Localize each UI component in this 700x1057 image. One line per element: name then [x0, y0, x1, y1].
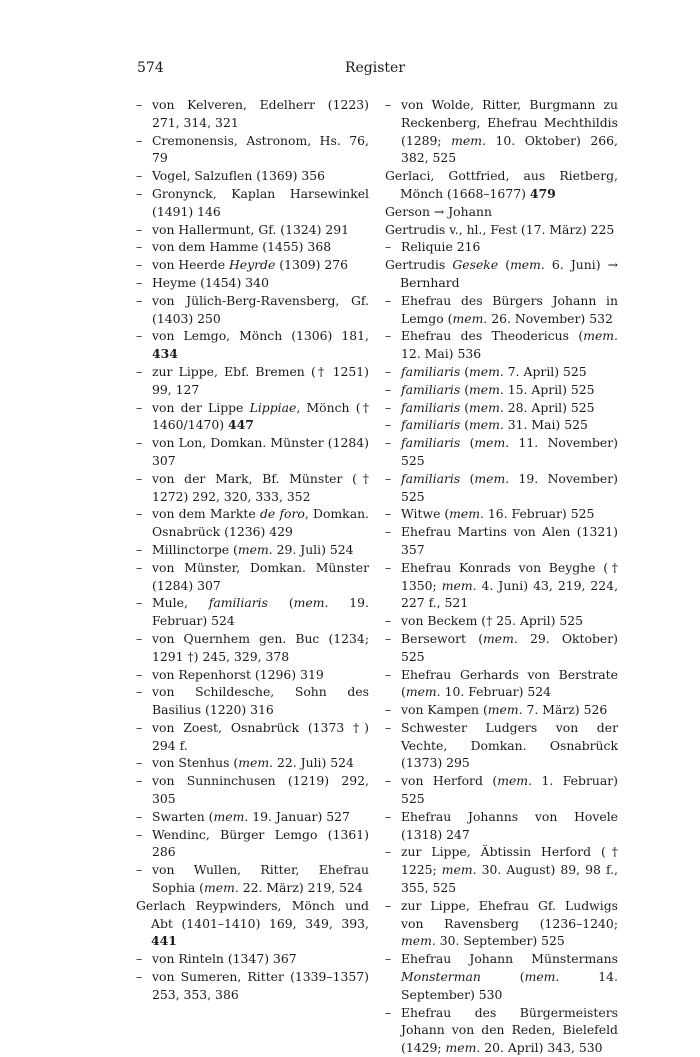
- entry-text: 4. Juni) 43, 219, 224, 227 f., 521: [401, 577, 619, 611]
- index-subentry: [136, 363, 369, 399]
- entry-text: von Stenhus (: [152, 755, 239, 771]
- entry-text: mem.: [452, 310, 488, 326]
- index-subentry: [136, 772, 369, 808]
- entry-text: mem.: [474, 435, 510, 451]
- entry-text: , Mönch († 1460/1470): [152, 399, 369, 433]
- index-entry-heading: [136, 897, 369, 950]
- entry-text: Mule,: [152, 595, 209, 611]
- entry-text: Cremonensis, Astronom, Hs. 76, 79: [152, 132, 369, 166]
- entry-text: mem.: [441, 577, 477, 593]
- entry-text: Wendinc, Bürger Lemgo (1361) 286: [152, 826, 369, 860]
- entry-text: 12. Mai) 536: [401, 346, 482, 362]
- entry-text: von dem Hamme (1455) 368: [152, 239, 332, 255]
- index-subentry: [136, 221, 369, 239]
- index-subentry: [136, 399, 369, 435]
- index-subentry: [136, 719, 369, 755]
- entry-text: Reliquie 216: [401, 239, 481, 255]
- entry-text: Gronynck, Kaplan Harsewinkel (1491) 146: [152, 185, 369, 219]
- index-subentry: [136, 327, 369, 363]
- entry-text: 447: [228, 417, 254, 433]
- entry-text: von Rinteln (1347) 367: [152, 951, 297, 967]
- entry-text: von Wolde, Ritter, Burgmann zu Reckenberg, Ehefrau Mechthildis (1289;: [401, 97, 618, 148]
- entry-text: mem.: [497, 773, 532, 789]
- entry-text: von Herford (: [401, 773, 498, 789]
- entry-text: mem.: [203, 880, 239, 896]
- entry-text: 19. Januar) 527: [248, 808, 350, 824]
- entry-text: (: [460, 381, 470, 397]
- index-subentry: [136, 630, 369, 666]
- entry-text: (: [460, 435, 475, 451]
- entry-text: Gerson → Johann: [385, 203, 492, 219]
- entry-text: Ehefrau Konrads von Beyghe († 1350;: [401, 559, 618, 593]
- entry-text: Heyrde: [228, 257, 276, 273]
- entry-text: von Sunninchusen (1219) 292, 305: [152, 773, 369, 807]
- entry-text: 7. März) 526: [522, 702, 608, 718]
- index-subentry: [136, 167, 369, 185]
- entry-text: von Sumeren, Ritter (1339–1357) 253, 353, 386: [152, 969, 369, 1002]
- entry-text: von Schildesche, Sohn des Basilius (1220) 316: [152, 684, 369, 718]
- entry-text: 30. September) 525: [435, 933, 565, 949]
- entry-text: Ehefrau des Theodericus (: [401, 328, 584, 344]
- index-subentry: [136, 256, 369, 274]
- entry-text: Gertrudis v., hl., Fest (17. März) 225: [385, 221, 615, 237]
- entry-text: von Münster, Domkan. Münster (1284) 307: [152, 559, 369, 593]
- entry-text: (: [268, 595, 294, 611]
- index-subentry: [385, 701, 618, 719]
- entry-text: (: [498, 257, 511, 273]
- entry-text: Monsterman: [401, 969, 481, 985]
- entry-text: von der Mark, Bf. Münster († 1272) 292, 320, 333, 352: [152, 470, 369, 504]
- entry-text: Gerlaci, Gottfried, aus Rietberg, Mönch (1668–1677): [385, 168, 618, 201]
- entry-text: Gerlach Reypwinders, Mönch und Abt (1401–1410) 169, 349, 393,: [136, 897, 369, 931]
- entry-text: mem.: [487, 702, 523, 718]
- entry-text: familiaris: [208, 595, 268, 611]
- entry-text: mem.: [293, 595, 329, 611]
- entry-text: mem.: [441, 862, 477, 878]
- entry-text: 6. Juni) → Bernhard: [400, 257, 619, 290]
- entry-text: Ehefrau Johann Münstermans: [401, 951, 618, 967]
- entry-text: familiaris: [401, 363, 461, 379]
- index-subentry: [136, 505, 369, 541]
- entry-text: mem.: [524, 969, 560, 985]
- index-subentry: [136, 541, 369, 559]
- entry-text: 479: [529, 185, 556, 201]
- entry-text: von Lon, Domkan. Münster (1284) 307: [152, 435, 369, 468]
- entry-text: mem.: [510, 257, 545, 273]
- entry-text: 434: [152, 346, 178, 362]
- index-subentry: [385, 772, 618, 808]
- index-subentry: [385, 505, 618, 523]
- entry-text: mem.: [583, 328, 618, 344]
- entry-text: Bersewort (: [401, 630, 484, 646]
- entry-text: Swarten (: [152, 808, 214, 824]
- entry-text: 29. Oktober) 525: [401, 630, 618, 664]
- entry-text: mem.: [238, 755, 274, 771]
- entry-text: von Heerde: [152, 257, 229, 273]
- entry-text: 1. Februar) 525: [401, 773, 618, 807]
- running-head: Register: [344, 60, 406, 76]
- entry-text: Lippiae: [249, 399, 297, 415]
- index-subentry: [385, 434, 618, 470]
- index-subentry: [136, 861, 369, 897]
- entry-text: mem.: [469, 399, 504, 415]
- entry-text: familiaris: [401, 399, 461, 415]
- entry-text: familiaris: [401, 417, 461, 433]
- index-subentry: [385, 292, 618, 328]
- index-entry-heading: [385, 167, 618, 203]
- entry-text: Ehefrau des Bürgermeisters Johann von den Reden, Bielefeld (1429;: [401, 1004, 618, 1056]
- index-subentry: [385, 238, 618, 256]
- entry-text: 11. November) 525: [401, 435, 618, 468]
- entry-text: Heyme (1454) 340: [152, 274, 269, 290]
- entry-text: Ehefrau Johanns von Hovele (1318) 247: [401, 808, 618, 842]
- index-subentry: [385, 470, 618, 506]
- index-subentry: [385, 630, 618, 666]
- entry-text: Geseke: [452, 257, 499, 273]
- index-subentry: [385, 719, 618, 772]
- entry-text: Gertrudis: [385, 257, 453, 273]
- entry-text: 19. November) 525: [401, 470, 618, 504]
- index-subentry: [136, 666, 369, 684]
- entry-text: von Lemgo, Mönch (1306) 181,: [152, 328, 369, 344]
- entry-text: 22. März) 219, 524: [238, 880, 363, 896]
- index-subentry: [136, 470, 369, 506]
- entry-text: 28. April) 525: [503, 399, 595, 415]
- index-subentry: [136, 292, 369, 328]
- entry-text: 10. Februar) 524: [440, 684, 552, 700]
- entry-text: von Beckem († 25. April) 525: [401, 613, 584, 629]
- entry-text: mem.: [405, 684, 441, 700]
- index-subentry: [136, 826, 369, 862]
- index-subentry: [136, 968, 369, 1004]
- entry-text: (: [460, 399, 470, 415]
- entry-text: (1309) 276: [275, 257, 349, 273]
- entry-text: , Domkan. Osnabrück (1236) 429: [152, 506, 369, 540]
- entry-text: 26. November) 532: [487, 310, 613, 326]
- index-subentry: [385, 1004, 618, 1057]
- index-subentry: [385, 416, 618, 434]
- entry-text: von Wullen, Ritter, Ehefrau Sophia (: [152, 862, 369, 896]
- index-subentry: [385, 843, 618, 896]
- index-subentry: [385, 808, 618, 844]
- entry-text: familiaris: [401, 381, 461, 397]
- entry-text: (: [460, 417, 470, 433]
- entry-text: (: [460, 470, 475, 486]
- index-subentry: [136, 96, 369, 132]
- index-subentry: [136, 559, 369, 595]
- index-subentry: [136, 274, 369, 292]
- index-subentry: [136, 185, 369, 221]
- entry-text: 30. August) 89, 98 f., 355, 525: [401, 862, 618, 896]
- entry-text: von Zoest, Osnabrück (1373 †) 294 f.: [152, 719, 369, 753]
- index-subentry: [385, 612, 618, 630]
- index-subentry: [385, 666, 618, 702]
- entry-text: mem.: [451, 132, 486, 148]
- index-subentry: [385, 399, 618, 417]
- index-subentry: [136, 132, 369, 168]
- index-subentry: [136, 808, 369, 826]
- index-entry-heading: [385, 203, 618, 221]
- entry-text: 31. Mai) 525: [503, 417, 588, 433]
- entry-text: zur Lippe, Ehefrau Gf. Ludwigs von Ravensberg (1236–1240;: [401, 897, 618, 931]
- entry-text: 16. Februar) 525: [483, 506, 595, 522]
- entry-text: 10. Oktober) 266, 382, 525: [401, 132, 618, 166]
- entry-text: mem.: [469, 363, 504, 379]
- entry-text: mem.: [449, 506, 484, 522]
- entry-text: 19. Februar) 524: [152, 595, 369, 629]
- index-subentry: [385, 363, 618, 381]
- page-number: 574: [137, 60, 164, 76]
- entry-text: familiaris: [401, 470, 461, 486]
- entry-text: von der Lippe: [152, 399, 250, 415]
- entry-text: Ehefrau Gerhards von Berstrate (: [401, 666, 618, 700]
- index-subentry: [136, 683, 369, 719]
- entry-text: von Kelveren, Edelherr (1223) 271, 314, 321: [152, 97, 369, 130]
- entry-text: mem.: [237, 541, 273, 557]
- entry-text: Millinctorpe (: [152, 541, 238, 557]
- entry-text: mem.: [483, 630, 518, 646]
- index-subentry: [385, 327, 618, 363]
- entry-text: familiaris: [401, 435, 461, 451]
- index-entry-heading: [385, 256, 618, 292]
- entry-text: 29. Juli) 524: [272, 541, 354, 557]
- entry-text: (: [460, 363, 470, 379]
- entry-text: 15. April) 525: [503, 381, 595, 397]
- entry-text: von Jülich-Berg-Ravensberg, Gf. (1403) 250: [152, 292, 369, 326]
- entry-text: mem.: [469, 381, 504, 397]
- entry-text: 441: [151, 933, 177, 949]
- entry-text: Ehefrau des Bürgers Johann in Lemgo (: [401, 292, 618, 326]
- entry-text: von dem Markte: [152, 506, 260, 522]
- entry-text: von Quernhem gen. Buc (1234; 1291 †) 245, 329, 378: [152, 630, 369, 664]
- entry-text: mem.: [445, 1040, 481, 1056]
- entry-text: 14. September) 530: [401, 969, 618, 1002]
- index-subentry: [385, 950, 618, 1003]
- entry-text: von Repenhorst (1296) 319: [152, 666, 324, 682]
- entry-text: zur Lippe, Äbtissin Herford († 1225;: [401, 844, 618, 878]
- entry-text: mem.: [469, 417, 504, 433]
- index-column-left: [136, 96, 369, 1004]
- index-entry-heading: [385, 221, 618, 239]
- entry-text: Vogel, Salzuflen (1369) 356: [152, 168, 326, 184]
- entry-text: von Hallermunt, Gf. (1324) 291: [152, 221, 350, 237]
- entry-text: 20. April) 343, 530: [480, 1040, 603, 1056]
- entry-text: (: [480, 969, 525, 985]
- index-subentry: [136, 434, 369, 470]
- entry-text: mem.: [401, 933, 436, 949]
- entry-text: 7. April) 525: [503, 363, 587, 379]
- index-subentry: [136, 950, 369, 968]
- entry-text: 22. Juli) 524: [273, 755, 354, 771]
- entry-text: Witwe (: [401, 506, 450, 522]
- entry-text: mem.: [474, 470, 510, 486]
- index-subentry: [136, 594, 369, 630]
- entry-text: Schwester Ludgers von der Vechte, Domkan. Osnabrück (1373) 295: [401, 719, 618, 771]
- index-subentry: [136, 754, 369, 772]
- entry-text: de foro: [259, 506, 305, 522]
- index-subentry: [385, 897, 618, 950]
- entry-text: Ehefrau Martins von Alen (1321) 357: [401, 524, 618, 557]
- index-column-right: [385, 96, 618, 1057]
- entry-text: mem.: [213, 808, 249, 824]
- index-subentry: [385, 523, 618, 559]
- entry-text: zur Lippe, Ebf. Bremen († 1251) 99, 127: [152, 363, 369, 397]
- index-subentry: [385, 96, 618, 167]
- index-subentry: [385, 381, 618, 399]
- index-subentry: [385, 559, 618, 612]
- index-subentry: [136, 238, 369, 256]
- entry-text: von Kampen (: [401, 702, 488, 718]
